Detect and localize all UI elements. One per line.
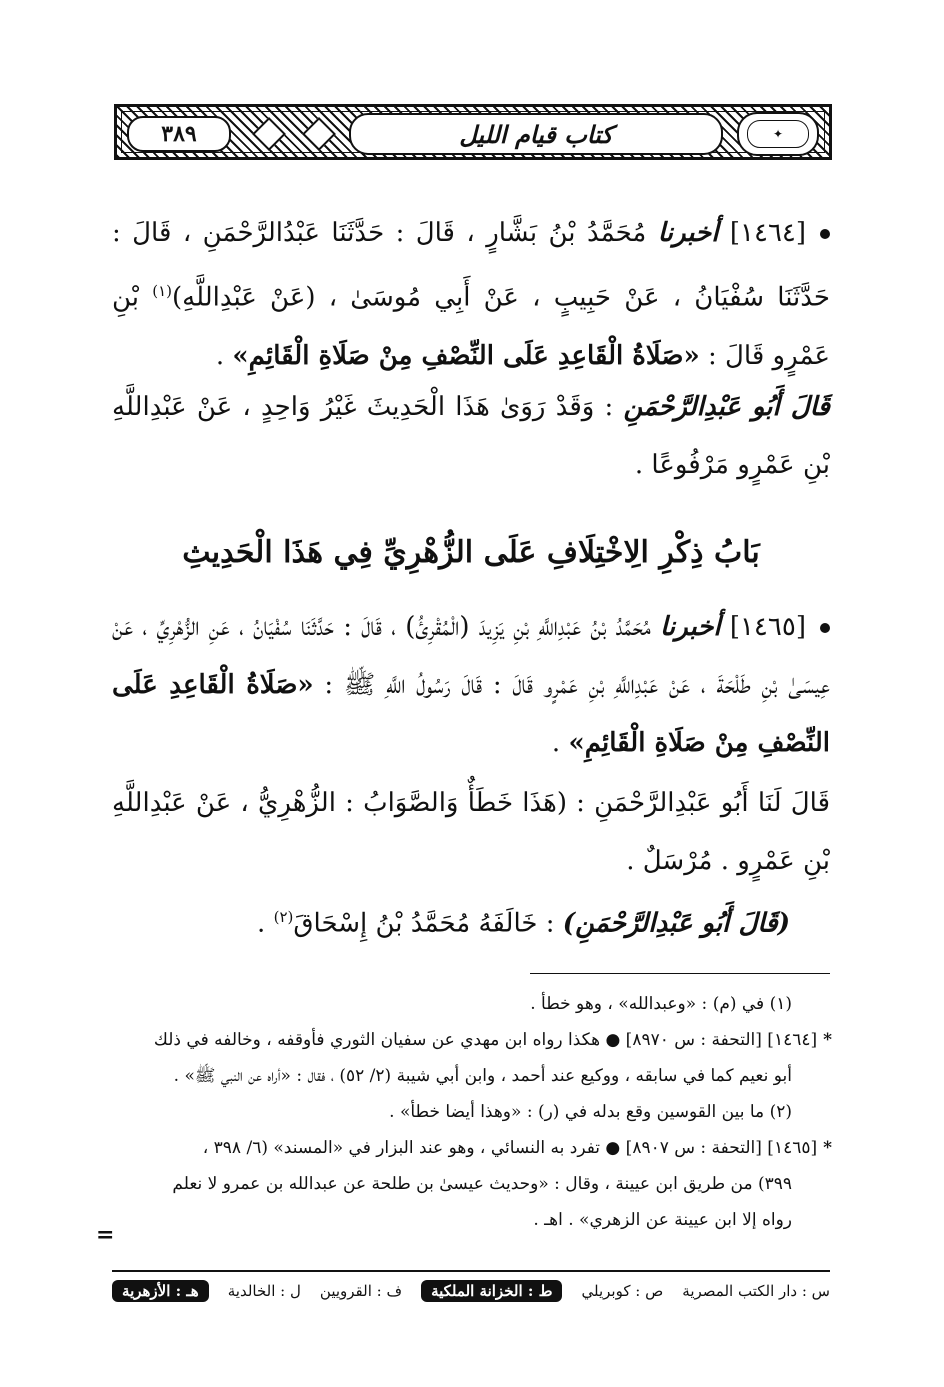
footnote-ref: (١) [152,282,173,300]
footnote-separator [530,973,830,974]
hadith-1465 [112,598,830,772]
isnad-text: مُحَمَّدُ بْنُ عَبْدِاللَّهِ بْنِ يَزِيدَ (الْمُقْرِئُ) ، قَالَ : حَدَّثَنَا سُفْيَانُ ، عَنِ الزُّهْرِيِّ ، عَنْ عِيسَىٰ بْنِ طَلْحَةَ ، عَنْ عَبْدِاللَّهِ بْنِ عَمْرٍو قَالَ : قَالَ رَسُولُ اللَّهِ ﷺ : [112,612,830,700]
akhbarana: أخبرنا [659,612,721,642]
hadith-1464 [112,204,830,385]
legend-s: س : دار الكتب المصرية [682,1282,830,1300]
legend-separator [112,1270,830,1272]
speaker: قَالَ أَبُو عَبْدِالرَّحْمَنِ [623,392,830,422]
ornament-diamond [302,117,336,151]
footnotes [112,986,832,1238]
legend-ha: هـ : الأزهرية [112,1280,209,1302]
legend-fa: ف : القرويين [319,1282,403,1300]
ornament-diamond [252,117,286,151]
end-dot: . [551,728,561,758]
end-dot: . [215,340,225,371]
footnote-ref: (٢) [273,908,294,926]
star-icon: * [823,1138,832,1158]
page-number: ٣٨٩ [127,116,231,152]
footnote-line: رواه إلا ابن عيينة عن الزهري» . اهـ . [533,1210,792,1230]
footnote-line: (٢) ما بين القوسين وقع بدله في (ر) : «وهذا أيضا خطأ» . [389,1102,792,1122]
running-title: كتاب قيام الليل [349,113,723,155]
footnote-line: أبو نعيم كما في سابقه ، ووكيع عند أحمد ، وابن أبي شيبة (٢/ ٥٢) ، فقال : «أراه عن النبي ﷺ» . [173,1066,792,1086]
legend-ta: ط : الخزانة الملكية [421,1280,562,1302]
hadith-number: [١٤٦٤] [729,218,807,248]
bullet-icon [820,623,830,633]
akhbarana: أخبرنا [657,218,719,248]
continuation-marker: = [96,1222,115,1248]
hadith-number: [١٤٦٥] [729,612,806,642]
isnad-text-cont: بْنِ عَمْرٍو قَالَ : [112,282,830,371]
bullet-icon [820,229,830,239]
note-text: قَالَ لَنَا أَبُو عَبْدِالرَّحْمَنِ : (هَذَا خَطَأٌ وَالصَّوَابُ : الزُّهْرِيُّ ، عَنْ عَبْدِاللَّهِ بْنِ عَمْرٍو . مُرْسَلٌ . [112,788,830,876]
book-emblem [737,112,819,156]
note-text: : وَقَدْ رَوَىٰ هَذَا الْحَدِيثَ غَيْرُ وَاحِدٍ ، عَنْ عَبْدِاللَّهِ بْنِ عَمْرٍو مَرْفُوعًا . [112,392,830,480]
note-1464 [112,378,830,494]
note-text: : خَالَفَهُ مُحَمَّدُ بْنُ إِسْحَاقَ [293,908,555,939]
note-1465-a [112,774,830,890]
footnote-line: (١) في (م) : «وعبدالله» ، وهو خطأ . [530,994,792,1014]
note-1465-b [112,888,830,953]
matn: «صَلَاةُ الْقَاعِدِ عَلَى النِّصْفِ مِنْ صَلَاةِ الْقَائِمِ» [112,670,830,758]
footnote-line: ٣٩٩) من طريق ابن عيينة ، وقال : «وحديث عيسىٰ بن طلحة عن عبدالله بن عمرو لا نعلم [172,1174,792,1194]
isnad-text: مُحَمَّدُ بْنُ بَشَّارٍ ، قَالَ : حَدَّثَنَا عَبْدُالرَّحْمَنِ ، قَالَ : حَدَّثَنَا سُفْيَانُ ، عَنْ حَبِيبٍ ، عَنْ أَبِي مُوسَىٰ ، (عَنْ عَبْدِاللَّهِ) [112,218,830,313]
matn: «صَلَاةُ الْقَاعِدِ عَلَى النِّصْفِ مِنْ صَلَاةِ الْقَائِمِ» [232,340,700,371]
star-icon: * [823,1030,832,1050]
manuscript-legend [112,1276,830,1306]
footnote-line: *[١٤٦٥] [التحفة : س ٨٩٠٧] ● تفرد به النسائي ، وهو عند البزار في «المسند» (٦/ ٣٩٨ ، [202,1138,832,1158]
end-dot: . [257,908,266,939]
legend-lam: ل : الخالدية [227,1282,301,1300]
legend-sad: ص : كوبريلي [581,1282,664,1300]
footnote-line: *[١٤٦٤] [التحفة : س ٨٩٧٠] ● هكذا رواه ابن مهدي عن سفيان الثوري فأوقفه ، وخالفه في ذلك [153,1030,832,1050]
chapter-heading: بَابُ ذِكْرِ الِاخْتِلَافِ عَلَى الزُّهْرِيِّ فِي هَذَا الْحَدِيثِ [182,535,760,570]
emblem-inner-icon: ✦ [747,120,809,148]
page-header [114,104,832,160]
speaker: (قَالَ أَبُو عَبْدِالرَّحْمَنِ) [562,908,790,939]
